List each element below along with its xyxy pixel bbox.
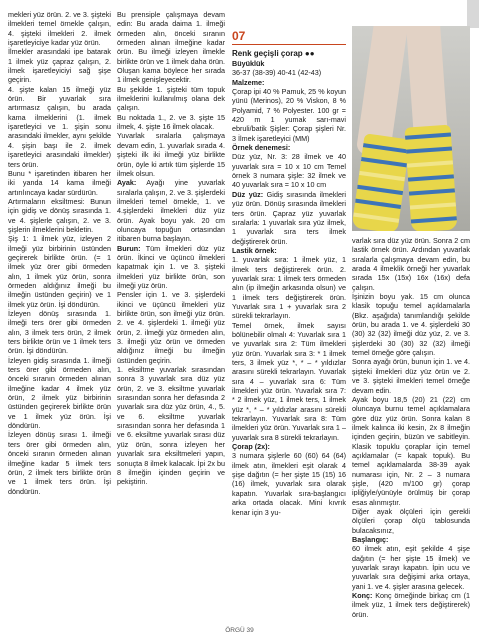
pattern-title: Renk geçişli çorap ●● [232,49,315,58]
rib-label: Lastik örnek: [232,245,277,255]
sock-photo [352,26,470,231]
paragraph-label: Başlangıç: [352,535,389,544]
pattern-column [232,30,346,517]
paragraph: Sonra ayağı örün, bunun için 1. ve 4. şişteki ilmekleri düz yüz örün ve 2. ve 3. şişteki ilmekleri temel örneğe devam edin. [352,357,470,395]
paragraph: İlmekler arasındaki ipe batarak 1 ilmek yüz çapraz çalışın, 2. ilmek işaretleyiciyi sağ şişe geçirin. [8,47,111,85]
sample-text: Düz yüz, Nr. 3: 28 ilmek ve 40 yuvarlak sıra = 10 x 10 cm Temel örnek 3 numara şişle: 32 ilmek ve 40 yuvarlak sıra = 10 x 10 cm [232,152,346,190]
paragraph: mekleri yüz örün. 2. ve 3. şişteki ilmekleri temel örnekle çalışın, 4. şişteki ilmekleri 2. ilmek işaretleyiciye kadar yüz örün. [8,10,111,48]
socks-text: 3 numara şişlerle 60 (60) 64 (64) ilmek atın, ilmekleri eşit olarak 4 şişe dağıtın (= her şişte 15 (15) 16 (16) ilmek, yuvarlak sıra olarak kapatın. Yuvarlak sıra-başlangıcı arka ortada olacak. Mini kıvrık kenar için 3 yu- [232,451,346,517]
paragraph: Şiş 1: 1 ilmek yüz, izleyen 2 ilmeği yüz birbirinin üstünden geçirerek birlikte örün. (= 1 ilmek yüz örer gibi örmeden alın, 1 ilmek yüz örün, sonra örmeden aldığınız ilmeği bu ilmeğin üstünden geçirin) ve 1 ilmek yüz örün. İşi döndürün. [8,234,111,309]
paragraph: 4. şişte kalan 15 ilmeği yüz örün. Bir yuvarlak sıra artırmasız çalışın, bu arada kama ilmeklerini (1. ilmek işaretleyici ve 1. şişin sonu arasındaki ilmekler, aynı şekilde 4. şişin başı ile 2. ilmek işaretleyici arasındaki ilmekler) ters örün. [8,84,111,169]
rib-text: 1. yuvarlak sıra: 1 ilmek yüz, 1 ilmek ters değiştirerek örün. 2. yuvarlak sıra: 1 ilmek ters örmeden alın (ip ilmeğin arkasında olsun) ve 1 ilmek ters değiştirerek örün. Yuvarlak sıra 1 + yuvarlak sıra 2 sürekli tekrarlayın. [232,255,346,321]
base-pattern-text: Temel örnek, ilmek sayısı bölünebilir olmalı 4: Yuvarlak sıra 1 ve yuvarlak sıra 2: Tüm ilmekleri yüz örün. Yuvarlak sıra 3: * 1 ilmek ters, 3 ilmek yüz *, * – * yıldızlar arasını sürekli tekrarlayın. Yuvarlak sıra 4 – yuvarlak sıra 6: Tüm ilmekleri yüz örün. Yuvarlak sıra 7: * 2 ilmek yüz, 1 ilmek ters, 1 ilmek yüz *, * – * yıldızlar arasını sürekli tekrarlayın. Yuvarlak sıra 8: Tüm ilmekleri yüz örün. Yuvarlak sıra 1 – yuvarlak sıra 8 sürekli tekrarlayın. [232,320,346,442]
paragraph: İzleyen gidiş sırasında 1. ilmeği ters örer gibi örmeden alın, önceki sıranın örmeden alınan ilmeğine kadar 4 ilmek yüz örün, 2 ilmek yüz birbirinin üstünden geçirerek birlikte örün ve 1 ilmek yüz örün. İşi döndürün. [8,355,111,431]
paragraph: varlak sıra düz yüz örün. Sonra 2 cm lastik örnek örün. Ardından yuvarlak sıralarla çalışmaya devam edin, bu arada 4 ilmeklik örneği her yuvarlak sırada 15x (15x) 16x (16x) defa çalışın. [352,236,470,292]
pattern-number: 07 [232,29,246,43]
paragraph: Yuvarlak sıralarla çalışmaya devam edin, 1. yuvarlak sırada 4. şişteki ilk iki ilmeği yüz birlikte örün, öyle ki artık tüm şişlerde 15 ilmek olsun. [117,131,225,178]
paragraph-label: Ayak: [117,178,137,188]
paragraph: Bu noktada 1., 2. ve 3. şişte 15 ilmek, 4. şişte 16 ilmek olacak. [117,112,225,132]
size-label: Büyüklük [232,59,265,68]
paragraph: Bunu * işaretinden itibaren her iki yanda 14 kama ilmeği artırılıncaya kadar sürdürün. [8,168,111,197]
page-footer: ÖRGÜ 39 [225,627,254,634]
size-value: 36-37 (38-39) 40-41 (42-43) [232,68,322,78]
stockinette-label: Düz yüz: [232,189,264,199]
text-column-2 [117,10,225,487]
paragraph-label: Burun: [117,243,141,253]
materials-label: Malzeme: [232,77,265,87]
paragraph: Ayak: Ayağı yine yuvarlak sıralarla çalışın, 2. ve 3. şişlerdeki ilmekleri temel örnekle, 1. ve 4.şişlerdeki ilmekleri düz yüz örün. Ayak boyu yak. 20 cm oluncaya topuğun ortasından itibaren burna başlayın. [117,178,225,244]
paragraph: Ayak boyu 18,5 (20) 21 (22) cm oluncaya burnu temel açıklamalara göre düz yüz örün. Sonra kalan 8 ilmek kalınca iki kesin, 2x 8 ilmeğin içinden geçirin, büzün ve sabitleyin. Klasik topuklu çoraplar için temel açıklamalar (= kapak topuk). Bu temel açıklamalarda 38-39 ayak numarası için, Nr. 2 – 3 numara şişle, (420 m/100 gr) çorap ipliğiyle/yünüyle örülmüş bir çorap esas alınmıştır. [352,394,470,507]
paragraph: 60 ilmek atın, eşit şekilde 4 şişe dağıtın (= her şişte 15 ilmek) ve yuvarlak sırayı kapatın. İpin ucu ve yuvarlak sıra değişimi arka ortaya, yani 1. ve 4. şişler arasına gelecek. [352,544,470,591]
text-column-4 [352,236,470,619]
paragraph: Bu şekilde 1. şişteki tüm topuk ilmeklerini kullanılmış olana dek çalışın. [117,84,225,113]
paragraph: Artırmaların eksiltmesi: Bunun için gidiş ve dönüş sırasında 1. ve 4. şişlerle çalışın, 2. ve 3. şişlerin ilmeklerini bekletin. [8,196,111,234]
pattern-number-rule [232,44,346,45]
paragraph: Diğer ayak ölçüleri için gerekli ölçüleri çorap ölçü tablosunda bulacaksınız, [352,506,470,535]
stockinette-text: Gidiş sırasında ilmekleri yüz örün. Dönüş sırasında ilmekleri ters örün. Çapraz yüz yuvarlak sıralarla: 1 yuvarlak sıra yüz ilmek, 1 yuvarlak sıra ters ilmek değiştirerek örün. [232,189,347,246]
corner-tab [467,0,479,28]
paragraph: İşinizin boyu yak. 15 cm olunca klasik topuğu temel açıklamalarla (Bkz. aşağıda) tanımlandığı şekilde örün, bu arada 1. ve 4. şişlerdeki 30 (30) 32 (32) ilmeği düz yüz, 2. ve 3. şişlerdeki 30 (30) 32 (32) ilmeği temel örneğe göre çalışın. [352,292,470,358]
paragraph: Burun: Tüm ilmekleri düz yüz örün. İkinci ve üçüncü ilmekleri kapatmak için 1. ve 3. şişteki ilmekleri yüz birlikte örün, son ilmeği yüz örün. [117,243,225,290]
paragraph: İzleyen dönüş sırası 1. ilmeği ters örer gibi örmeden alın, önceki sıranın örmeden alınan ilmeğine kadar 5 ilmek ters örün, 2 ilmek ters birlikte örün ve 1 ilmek ters örün. İşi döndürün. [8,430,111,496]
sample-label: Örnek denemesi: [232,143,291,153]
paragraph: 1. eksiltme yuvarlak sırasından sonra 3 yuvarlak sıra düz yüz örün, 2. ve 3. eksiltme yuvarlak sırasından sonra her defasında 2 yuvarlak sıra düz yüz örün, 4., 5. ve 6. eksiltme yuvarlak sırasından sonra her defasında 1 ve 6. eksiltme yuvarlak sırası düz yüz örün, sonra izleyen her yuvarlak sıra eksiltmeleri yapın, sonuçta 8 ilmek kalacak. İpi 2x bu 8 ilmeğin içinden geçirin ve pekiştirin. [117,365,225,487]
text-column-1 [8,10,111,496]
paragraph: Konç: Konç örneğinde birkaç cm (1 ilmek yüz, 1 ilmek ters değiştirerek) örün. [352,591,470,619]
paragraph-label: Konç: [352,591,373,601]
paragraph: Bu prensiple çalışmaya devam edin: Bu arada daima 1. ilmeği örmeden alın, önceki sıranın örmeden alınan ilmeğine kadar örün. Bu ilmeği izleyen ilmekle birlikte örün ve 1 ilmek daha örün. Oluşan kama böylece her sırada 1 ilmek genişleyecektir. [117,10,225,85]
paragraph: Pensler için 1. ve 3. şişlerdeki ikinci ve üçüncü ilmekleri yüz birlikte örün, son ilmeği yüz örün. 2. ve 4. şişlerdeki 1. ilmeği yüz örün, 2. ilmeği yüz örmeden alın, 3. ilmeği yüz örün ve örmeden aldığınız ilmeği bu ilmeğin üstünden geçirin. [117,290,225,365]
materials-text: Çorap ipi 40 % Pamuk, 25 % koyun yünü (Merinos), 20 % Viskon, 8 % Polyamid, 7 % Polyester. 100 gr = 420 m 1 yumak sarı-mavi ebruli/batik Şişler: Çorap şişleri Nr. 3 İlmek işaretleyici (MM) [232,87,346,143]
socks-label: Çorap (2x): [232,442,270,452]
paragraph [352,535,470,544]
paragraph: İzleyen dönüş sırasında 1. ilmeği ters örer gibi örmeden alın, 3 ilmek ters örün, 2 ilmek ters birlikte örün ve 1 ilmek ters örün. İşi döndürün. [8,309,111,356]
